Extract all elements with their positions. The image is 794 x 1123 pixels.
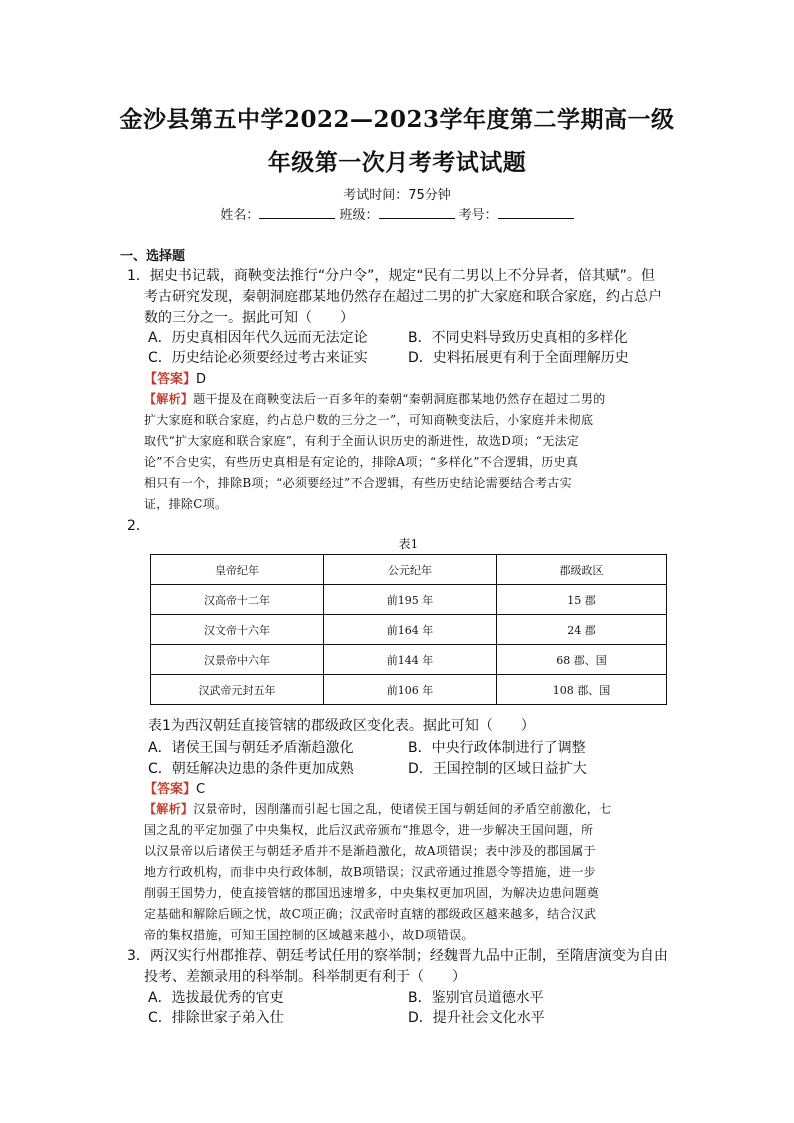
table-cell: 前144 年	[324, 645, 497, 675]
answer-value: C	[196, 782, 206, 797]
q1-option-d: D．史料拓展更有利于全面理解历史	[408, 350, 629, 366]
q2-number: 2．	[127, 518, 150, 534]
table-cell: 汉高帝十二年	[151, 585, 324, 615]
q2-analysis-7: 帝的集权措施，可知王国控制的区域越来越小，故D项错误。	[144, 928, 474, 942]
class-label: 班级：	[339, 208, 379, 223]
table-cell: 汉景帝中六年	[151, 645, 324, 675]
q2-option-c: C．朝廷解决边患的条件更加成熟	[148, 761, 354, 777]
name-label: 姓名：	[220, 208, 260, 223]
analysis-label: 【解析】	[144, 392, 194, 406]
title-line-1: 金沙县第五中学2022—2023学年度第二学期高一级	[119, 106, 675, 133]
q3-line-1: 3．两汉实行州郡推荐、朝廷考试任用的察举制；经魏晋九品中正制，至隋唐演变为自由	[127, 948, 668, 964]
q1-analysis-5: 相只有一个，排除B项；“必须要经过”不合逻辑，有些历史结论需要结合考古实	[144, 476, 572, 490]
q1-analysis-2: 扩大家庭和联合家庭，约占总户数的三分之一”，可知商鞅变法后，小家庭并未彻底	[144, 413, 594, 427]
table-row	[151, 615, 667, 645]
table-cell: 汉文帝十六年	[151, 615, 324, 645]
answer-label: 【答案】	[144, 782, 197, 797]
q2-answer	[144, 778, 205, 797]
q1-analysis-1	[144, 390, 606, 407]
number-label: 考号：	[458, 208, 498, 223]
analysis-label: 【解析】	[144, 802, 194, 816]
table-cell: 前195 年	[324, 585, 497, 615]
q3-option-d: D．提升社会文化水平	[408, 1010, 545, 1026]
number-blank[interactable]	[498, 206, 574, 219]
q1-analysis-6: 证，排除C项。	[144, 497, 228, 511]
q3-line-2: 投考、差额录用的科举制。科举制更有利于（ ）	[144, 969, 466, 985]
table-cell: 15 郡	[497, 585, 667, 615]
table-header: 公元纪年	[324, 555, 497, 585]
q2-analysis-5: 削弱王国势力，使直接管辖的郡国迅速增多，中央集权更加巩固，为解决边患问题奠	[144, 886, 600, 900]
q1-analysis-3: 取代“扩大家庭和联合家庭”，有利于全面认识历史的渐进性，故选D项；“无法定	[144, 434, 580, 448]
q1-answer	[144, 368, 206, 387]
q3-option-a: A．选拔最优秀的官吏	[148, 990, 284, 1006]
q2-option-a: A．诸侯王国与朝廷矛盾渐趋激化	[148, 740, 354, 756]
table-cell: 汉武帝元封五年	[151, 675, 324, 705]
q3-option-c: C．排除世家子弟入仕	[148, 1010, 284, 1026]
q1-option-a: A．历史真相因年代久远而无法定论	[148, 330, 368, 346]
table-header: 郡级政区	[497, 555, 667, 585]
class-blank[interactable]	[379, 206, 455, 219]
table-cell: 24 郡	[497, 615, 667, 645]
table-caption: 表1	[398, 537, 419, 551]
table-header: 皇帝纪年	[151, 555, 324, 585]
q1-option-c: C．历史结论必须要经过考古来证实	[148, 350, 368, 366]
q1-option-b: B．不同史料导致历史真相的多样化	[408, 330, 628, 346]
q2-analysis-2: 国之乱的平定加强了中央集权，此后汉武帝颁布“推恩令，进一步解决王国问题，所	[144, 823, 594, 837]
q2-option-b: B．中央行政体制进行了调整	[408, 740, 586, 756]
title-line-2: 年级第一次月考考试试题	[267, 149, 527, 176]
q1-line-2: 考古研究发现，秦朝洞庭郡某地仍然存在超过二男的扩大家庭和联合家庭，约占总户	[144, 289, 662, 305]
q2-analysis-4: 地方行政机构，而非中央行政体制，故B项错误；汉武帝通过推恩令等措施，进一步	[144, 865, 596, 879]
student-info-row	[0, 204, 794, 223]
analysis-text: 汉景帝时，因削藩而引起七国之乱，使诸侯王国与朝廷间的矛盾空前激化，七	[193, 802, 612, 816]
q3-option-b: B．鉴别官员道德水平	[408, 990, 544, 1006]
name-blank[interactable]	[259, 206, 335, 219]
q2-option-d: D．王国控制的区域日益扩大	[408, 761, 587, 777]
answer-label: 【答案】	[144, 372, 197, 387]
table-cell: 108 郡、国	[497, 675, 667, 705]
exam-time: 考试时间：75分钟	[343, 188, 451, 203]
q2-analysis-1	[144, 800, 611, 817]
table-cell: 前164 年	[324, 615, 497, 645]
table-row	[151, 585, 667, 615]
table-1	[150, 554, 667, 705]
q1-line-1: 1．据史书记载，商鞅变法推行“分户令”，规定“民有二男以上不分异者，倍其赋”。但	[127, 268, 655, 284]
table-row	[151, 645, 667, 675]
q1-analysis-4: 论”不合史实，有些历史真相是有定论的，排除A项；“多样化”不合逻辑，历史真	[144, 455, 579, 469]
q2-analysis-6: 定基础和解除后顾之忧，故C项正确；汉武帝时直辖的郡级政区越来越多，结合汉武	[144, 907, 597, 921]
table-cell: 前106 年	[324, 675, 497, 705]
q2-analysis-3: 以汉景帝以后诸侯王与朝廷矛盾并不是渐趋激化，故A项错误；表中涉及的郡国属于	[144, 844, 596, 858]
table-cell: 68 郡、国	[497, 645, 667, 675]
table-row	[151, 675, 667, 705]
section-heading: 一、选择题	[120, 249, 186, 264]
analysis-text: 题干提及在商鞅变法后一百多年的秦朝“秦朝洞庭郡某地仍然存在超过二男的	[193, 392, 606, 406]
q2-stem: 表1为西汉朝廷直接管辖的郡级政区变化表。据此可知（ ）	[148, 718, 535, 734]
answer-value: D	[196, 372, 207, 387]
q1-line-3: 数的三分之一。据此可知（ ）	[144, 310, 354, 326]
table-header-row	[151, 555, 667, 585]
